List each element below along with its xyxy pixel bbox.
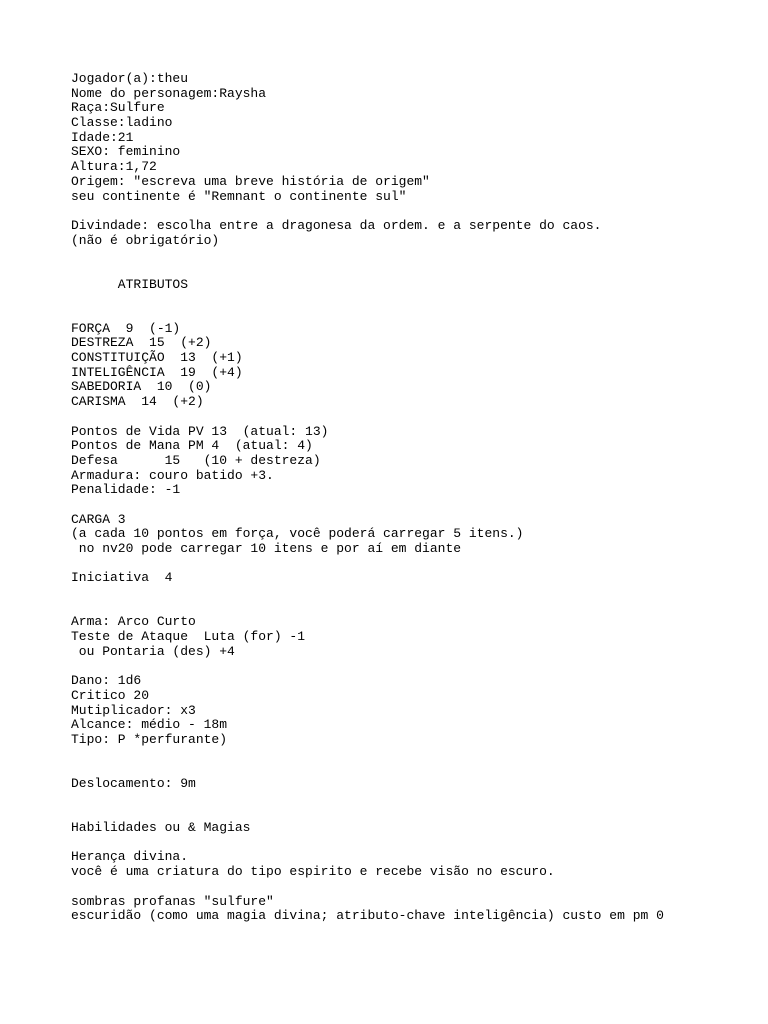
text-line: Classe:ladino <box>71 115 173 131</box>
text-line: Mutiplicador: x3 <box>71 702 196 718</box>
blank-line <box>71 880 751 895</box>
blank-line <box>71 498 751 513</box>
text-line: Idade:21 <box>71 129 134 145</box>
blank-line <box>71 292 751 307</box>
blank-line <box>71 307 751 322</box>
blank-line <box>71 806 751 821</box>
text-line: Teste de Ataque Luta (for) -1 <box>71 629 306 645</box>
blank-line <box>71 762 751 777</box>
blank-line <box>71 660 751 675</box>
text-line: ATRIBUTOS <box>71 276 189 292</box>
text-line: Iniciativa 4 <box>71 570 173 586</box>
text-line: sombras profanas "sulfure" <box>71 893 274 909</box>
text-line: Jogador(a):theu <box>71 71 189 86</box>
text-line: Arma: Arco Curto <box>71 614 196 630</box>
blank-line <box>71 601 751 616</box>
text-line: Pontos de Mana PM 4 (atual: 4) <box>71 438 313 454</box>
text-line: Dano: 1d6 <box>71 673 142 689</box>
text-line: SABEDORIA 10 (0) <box>71 379 212 395</box>
blank-line <box>71 248 751 263</box>
text-line: DESTREZA 15 (+2) <box>71 335 212 351</box>
text-line: (a cada 10 pontos em força, você poderá carregar 5 itens.) <box>71 526 524 542</box>
text-line: Raça:Sulfure <box>71 100 165 116</box>
text-line: SEXO: feminino <box>71 144 181 160</box>
text-line: Habilidades ou & Magias <box>71 820 251 836</box>
text-line: CONSTITUIÇÃO 13 (+1) <box>71 350 243 366</box>
character-sheet-document <box>71 72 751 924</box>
text-line: seu continente é "Remnant o continente sul" <box>71 188 407 204</box>
text-line: Origem: "escreva uma breve história de origem" <box>71 173 430 189</box>
text-line: Herança divina. <box>71 849 189 865</box>
text-line: CARISMA 14 (+2) <box>71 394 204 410</box>
text-line: Alcance: médio - 18m <box>71 717 228 733</box>
text-line: INTELIGÊNCIA 19 (+4) <box>71 364 243 380</box>
text-line: Altura:1,72 <box>71 159 157 175</box>
blank-line <box>71 204 751 219</box>
text-line: Pontos de Vida PV 13 (atual: 13) <box>71 423 329 439</box>
blank-line <box>71 748 751 763</box>
text-line: (não é obrigatório) <box>71 232 220 248</box>
text-line: no nv20 pode carregar 10 itens e por aí em diante <box>71 541 462 556</box>
text-line: Nome do personagem:Raysha <box>71 85 267 101</box>
text-line: você é uma criatura do tipo espirito e recebe visão no escuro. <box>71 864 555 880</box>
text-line: Defesa 15 (10 + destreza) <box>71 452 321 468</box>
text-line: Critico 20 <box>71 687 150 703</box>
text-line: Divindade: escolha entre a dragonesa da ordem. e a serpente do caos. <box>71 217 602 233</box>
text-line: Deslocamento: 9m <box>71 776 196 791</box>
blank-line <box>71 557 751 572</box>
text-line: escuridão (como uma magia divina; atributo-chave inteligência) custo em pm 0 <box>71 908 664 924</box>
blank-line <box>71 586 751 601</box>
text-line: CARGA 3 <box>71 511 126 527</box>
text-line: Armadura: couro batido +3. <box>71 467 274 483</box>
text-line: Penalidade: -1 <box>71 482 181 498</box>
blank-line <box>71 263 751 278</box>
blank-line <box>71 836 751 851</box>
text-line: FORÇA 9 (-1) <box>71 320 181 336</box>
text-line: Tipo: P *perfurante) <box>71 731 228 747</box>
text-line: ou Pontaria (des) +4 <box>71 643 235 659</box>
blank-line <box>71 410 751 425</box>
blank-line <box>71 792 751 807</box>
